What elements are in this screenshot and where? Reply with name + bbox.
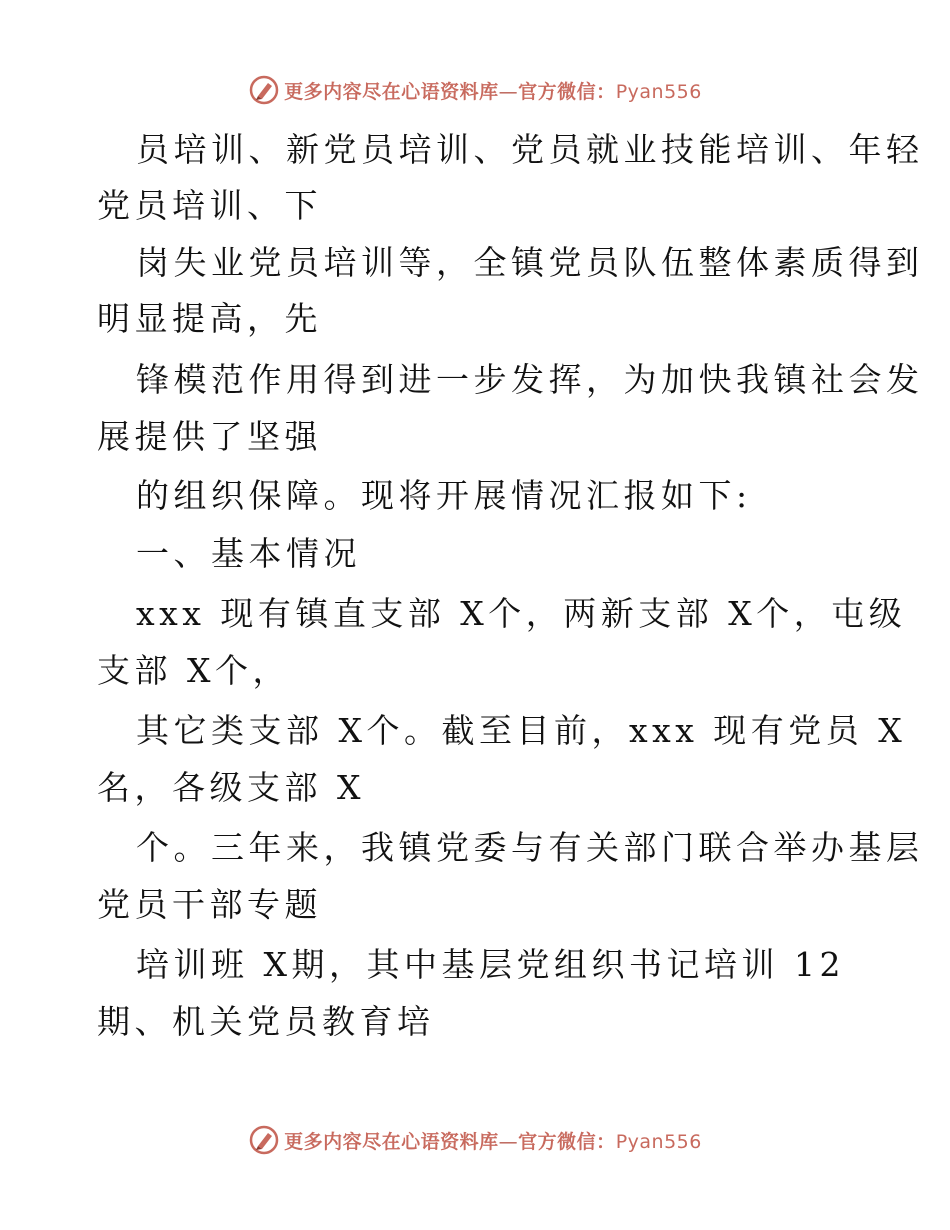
body-line: 明显提高，先	[97, 299, 322, 338]
pen-nib-icon	[248, 74, 280, 106]
header-watermark	[0, 70, 950, 110]
body-line: 锋模范作用得到进一步发挥，为加快我镇社会发	[136, 360, 924, 399]
body-line: 个。三年来，我镇党委与有关部门联合举办基层	[136, 828, 924, 867]
body-line: 员培训、新党员培训、党员就业技能培训、年轻	[136, 130, 924, 169]
body-line: xxx 现有镇直支部 X个，两新支部 X个，屯级	[136, 594, 907, 633]
body-line: 展提供了坚强	[97, 417, 322, 456]
body-line: 培训班 X期，其中基层党组织书记培训 12	[136, 945, 845, 984]
body-line: 名，各级支部 X	[97, 768, 365, 807]
body-line: 支部 X个，	[97, 651, 290, 690]
body-line: 期、机关党员教育培	[97, 1002, 435, 1041]
watermark-text: 更多内容尽在心语资料库—官方微信：Pyan556	[284, 80, 702, 103]
body-line: 党员干部专题	[97, 885, 322, 924]
footer-watermark	[0, 1120, 950, 1160]
section-heading: 一、基本情况	[136, 534, 361, 573]
watermark-text: 更多内容尽在心语资料库—官方微信：Pyan556	[284, 1130, 702, 1153]
body-line: 岗失业党员培训等，全镇党员队伍整体素质得到	[136, 243, 924, 282]
body-line: 其它类支部 X个。截至目前，xxx 现有党员 X	[136, 711, 907, 750]
pen-nib-icon	[248, 1124, 280, 1156]
body-line: 党员培训、下	[97, 186, 322, 225]
body-line: 的组织保障。现将开展情况汇报如下:	[136, 476, 752, 515]
